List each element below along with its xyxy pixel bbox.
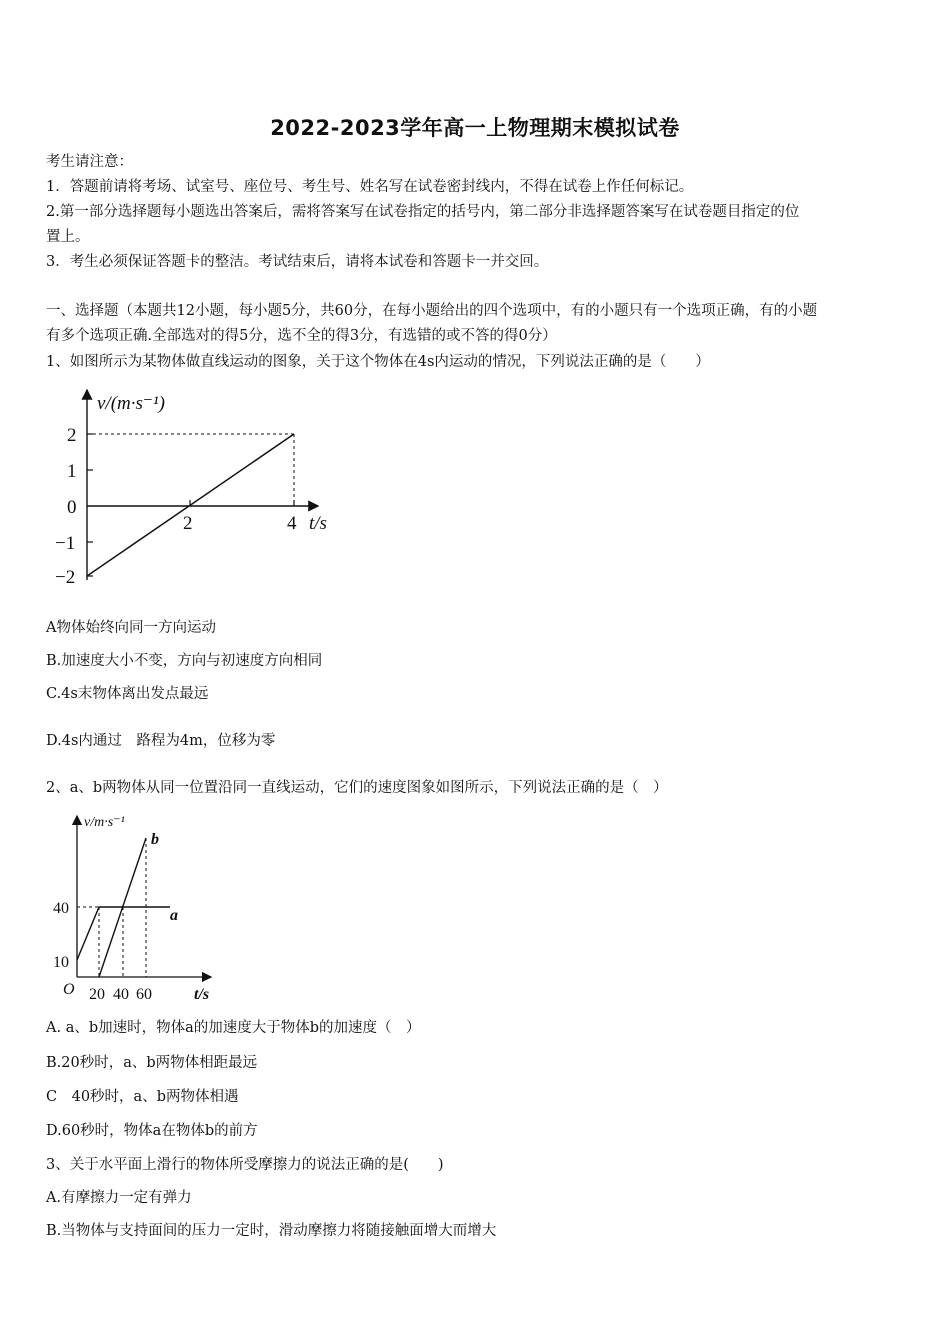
- q1-y-tick-label: −2: [55, 567, 76, 588]
- q1-x-tick-label: 2: [183, 513, 193, 534]
- page-title: 2022-2023学年高一上物理期末模拟试卷: [270, 116, 680, 140]
- q1-velocity-line: [87, 434, 294, 576]
- q2-x-tick-label: 20: [89, 986, 105, 1003]
- q3-option-b: B.当物体与支持面间的压力一定时，滑动摩擦力将随接触面增大而增大: [46, 1223, 497, 1239]
- q1-option-d: D.4s内通过 路程为4m，位移为零: [46, 733, 276, 749]
- q2-x-tick-label: 60: [136, 986, 152, 1003]
- q1-x-tick-label: 4: [287, 513, 297, 534]
- notice-item-2: 2.第一部分选择题每小题选出答案后，需将答案写在试卷指定的括号内，第二部分非选择题答案写在试卷题目指定的位: [46, 204, 800, 220]
- notice-item-3: 3．考生必须保证答题卡的整洁。考试结束后，请将本试卷和答题卡一并交回。: [46, 254, 549, 270]
- q2-y-label: v/m·s⁻¹: [84, 815, 125, 830]
- q1-option-b: B.加速度大小不变，方向与初速度方向相同: [46, 653, 323, 669]
- q2-option-c: C 40秒时，a、b两物体相遇: [46, 1089, 239, 1105]
- q1-y-tick-label: −1: [55, 533, 76, 554]
- question-1-graph: [50, 385, 350, 590]
- q2-origin-label: O: [63, 981, 75, 998]
- q1-y-tick-label: 0: [67, 497, 77, 518]
- section-1-line-2: 有多个选项正确.全部选对的得5分，选不全的得3分，有选错的或不答的得0分）: [46, 328, 557, 344]
- q2-x-tick-label: 40: [113, 986, 129, 1003]
- q2-y-tick-label: 10: [53, 954, 69, 971]
- notice-item-2-cont: 置上。: [46, 229, 90, 245]
- q3-option-a: A.有摩擦力一定有弹力: [46, 1190, 192, 1206]
- q1-y-tick-label: 1: [67, 461, 77, 482]
- question-1-stem: 1、如图所示为某物体做直线运动的图象，关于这个物体在4s内运动的情况，下列说法正确的是（ ）: [46, 354, 710, 370]
- q2-label-b: b: [151, 831, 159, 848]
- q2-y-tick-label: 40: [53, 900, 69, 917]
- q2-x-label: t/s: [194, 986, 210, 1003]
- q1-option-a: A物体始终向同一方向运动: [46, 620, 216, 636]
- section-1-line-1: 一、选择题（本题共12小题，每小题5分，共60分，在每小题给出的四个选项中，有的小题只有一个选项正确，有的小题: [46, 303, 818, 319]
- q2-label-a: a: [170, 907, 178, 924]
- q2-option-b: B.20秒时，a、b两物体相距最远: [46, 1055, 258, 1071]
- q2-option-a: A. a、b加速时，物体a的加速度大于物体b的加速度（ ）: [46, 1020, 421, 1036]
- q1-y-tick-label: 2: [67, 425, 77, 446]
- question-2-graph: [48, 810, 228, 1005]
- q1-y-label: v/(m·s⁻¹): [97, 393, 165, 414]
- q2-option-d: D.60秒时，物体a在物体b的前方: [46, 1123, 258, 1139]
- question-2-stem: 2、a、b两物体从同一位置沿同一直线运动，它们的速度图象如图所示，下列说法正确的是（ ）: [46, 780, 668, 796]
- q1-x-label: t/s: [309, 513, 327, 534]
- notice-item-1: 1．答题前请将考场、试室号、座位号、考生号、姓名写在试卷密封线内，不得在试卷上作任何标记。: [46, 179, 694, 195]
- q1-option-c: C.4s末物体离出发点最远: [46, 686, 209, 702]
- question-3-stem: 3、关于水平面上滑行的物体所受摩擦力的说法正确的是( ): [46, 1157, 444, 1173]
- notice-heading: 考生请注意：: [46, 154, 133, 170]
